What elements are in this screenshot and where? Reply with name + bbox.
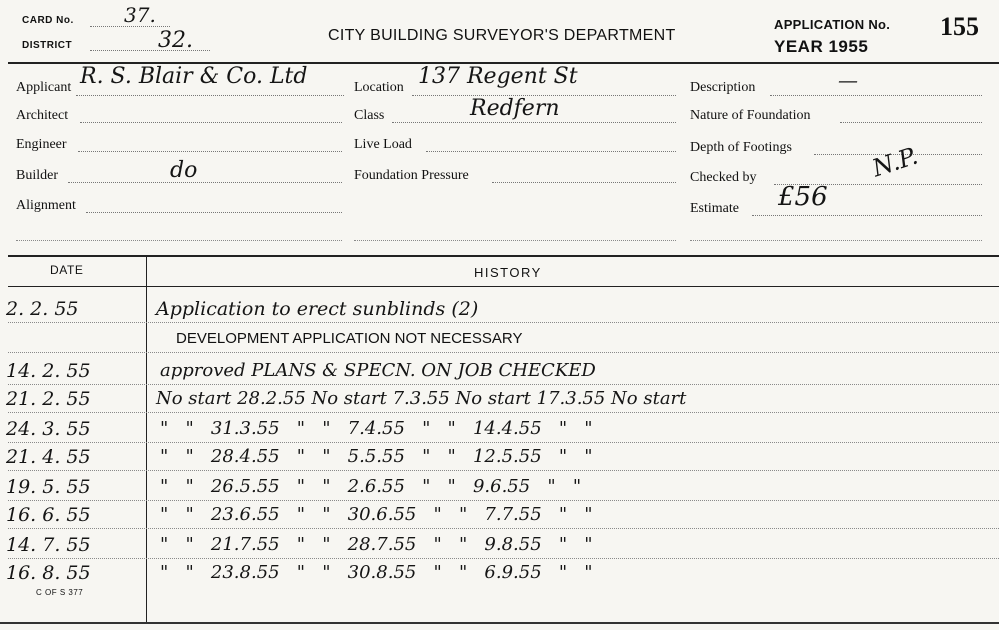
card-no-label: CARD No.	[22, 15, 74, 26]
history-header: HISTORY	[474, 265, 542, 280]
applicant-value: R. S. Blair & Co. Ltd	[80, 64, 308, 89]
engineer-label: Engineer	[16, 137, 67, 152]
history-top-rule	[8, 255, 999, 257]
live-load-label: Live Load	[354, 137, 412, 152]
card-no-value: 37.	[124, 3, 156, 27]
checked-by-value: N.P.	[868, 141, 922, 183]
application-no-value: 155	[940, 12, 979, 41]
row-date: 21. 2. 55	[6, 388, 91, 410]
alignment-label: Alignment	[16, 198, 76, 213]
location-label: Location	[354, 80, 404, 95]
builder-label: Builder	[16, 168, 58, 183]
date-header: DATE	[50, 263, 84, 277]
row-date: 14. 7. 55	[6, 534, 91, 556]
location-value: 137 Regent St	[418, 64, 578, 89]
form-code: C OF S 377	[36, 588, 84, 597]
class-label: Class	[354, 108, 385, 123]
architect-label: Architect	[16, 108, 69, 123]
class-value: Redfern	[470, 96, 560, 121]
row-text: approved PLANS & SPECN. ON JOB CHECKED	[160, 360, 596, 381]
row-text: " " 21.7.55 " " 28.7.55 " " 9.8.55 " "	[160, 534, 593, 555]
row-text: " " 31.3.55 " " 7.4.55 " " 14.4.55 " "	[160, 418, 593, 439]
row-text: Application to erect sunblinds (2)	[156, 298, 479, 320]
description-value: —	[838, 68, 858, 92]
row-date: 16. 6. 55	[6, 504, 91, 526]
row-text: " " 26.5.55 " " 2.6.55 " " 9.6.55 " "	[160, 476, 582, 497]
checked-by-label: Checked by	[690, 170, 757, 185]
district-value: 32.	[158, 28, 193, 53]
row-text: No start 28.2.55 No start 7.3.55 No start 17.3.55 No start	[156, 388, 687, 409]
bottom-edge	[0, 622, 999, 624]
description-label: Description	[690, 80, 756, 95]
nature-foundation-label: Nature of Foundation	[690, 108, 811, 123]
depth-footings-label: Depth of Footings	[690, 140, 792, 155]
row-text: " " 23.6.55 " " 30.6.55 " " 7.7.55 " "	[160, 504, 593, 525]
row-date: 14. 2. 55	[6, 360, 91, 382]
estimate-value: £56	[778, 182, 828, 212]
row-date: 19. 5. 55	[6, 476, 91, 498]
row-date: 2. 2. 55	[6, 298, 79, 320]
row-text: " " 28.4.55 " " 5.5.55 " " 12.5.55 " "	[160, 446, 593, 467]
row-date: 24. 3. 55	[6, 418, 91, 440]
row-date: 21. 4. 55	[6, 446, 91, 468]
district-label: DISTRICT	[22, 40, 73, 51]
row-text: DEVELOPMENT APPLICATION NOT NECESSARY	[176, 330, 523, 347]
department-title: CITY BUILDING SURVEYOR'S DEPARTMENT	[328, 27, 676, 44]
history-header-rule	[8, 286, 999, 287]
date-column-divider	[146, 257, 147, 622]
year-label: YEAR 1955	[774, 37, 869, 56]
estimate-label: Estimate	[690, 201, 739, 216]
builder-value: do	[170, 158, 198, 183]
row-text: " " 23.8.55 " " 30.8.55 " " 6.9.55 " "	[160, 562, 593, 583]
row-date: 16. 8. 55	[6, 562, 91, 584]
foundation-pressure-label: Foundation Pressure	[354, 168, 469, 183]
applicant-label: Applicant	[16, 80, 72, 95]
application-no-label: APPLICATION No.	[774, 17, 891, 32]
